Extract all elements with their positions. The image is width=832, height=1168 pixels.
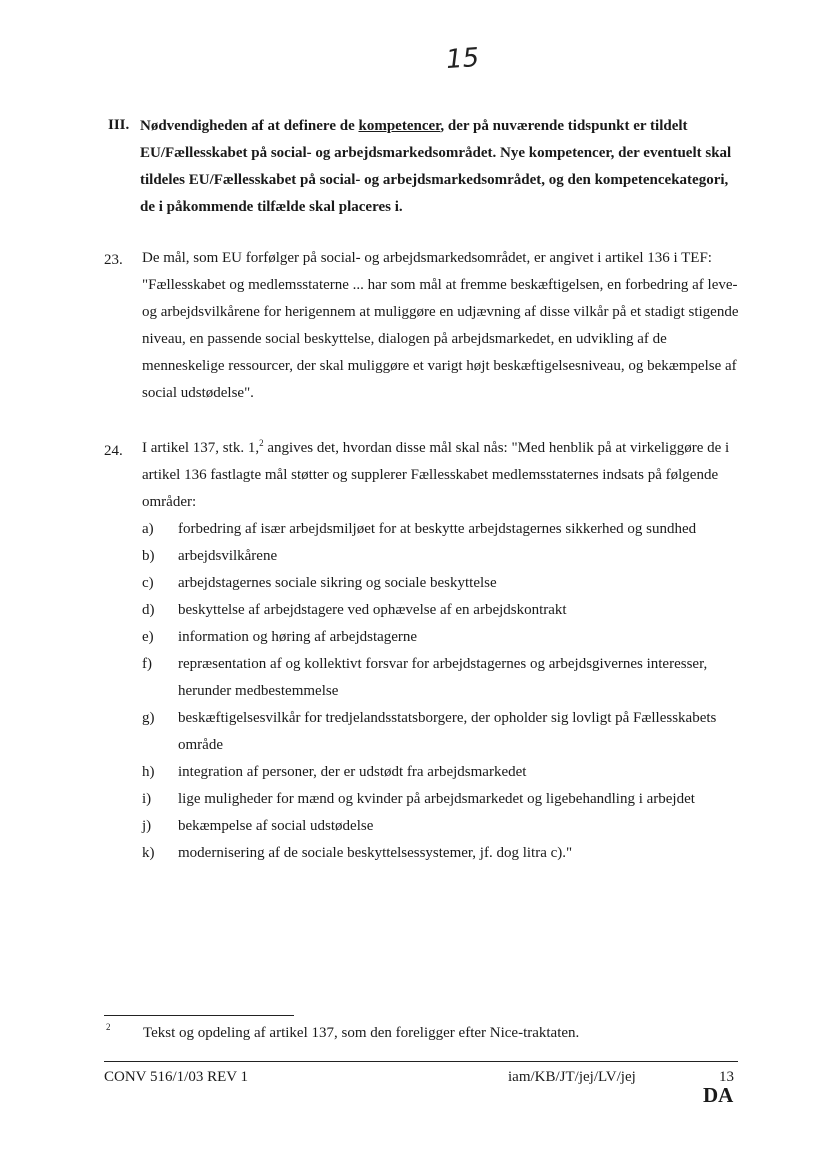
paragraph-24-number: 24. [104, 443, 123, 459]
list-item-text: arbejdsvilkårene [178, 548, 278, 564]
footnote-reference: 2 [259, 438, 264, 448]
list-item [142, 840, 742, 867]
list-item-text: forbedring af især arbejdsmiljøet for at beskytte arbejdstagernes sikkerhed og sundhed [178, 521, 697, 537]
footnote-mark: 2 [106, 1022, 111, 1032]
list-item-label: j) [142, 818, 152, 834]
list-item [142, 759, 742, 786]
area-list [142, 516, 742, 867]
list-item [142, 570, 742, 597]
list-item-label: b) [142, 548, 155, 564]
list-item [142, 705, 742, 759]
list-item-label: h) [142, 764, 155, 780]
handwritten-page-number: 15 [444, 42, 481, 76]
section-heading [140, 113, 740, 221]
section-heading-underlined: kompetencer [358, 118, 441, 134]
list-item-label: k) [142, 845, 155, 861]
list-item-text: arbejdstagernes sociale sikring og sociale beskyttelse [178, 575, 497, 591]
list-item-text: information og høring af arbejdstagerne [178, 629, 418, 645]
list-item-text: repræsentation af og kollektivt forsvar for arbejdstagernes og arbejdsgivernes interesser, herunder medbestemmelse [178, 656, 708, 699]
paragraph-23-text: De mål, som EU forfølger på social- og arbejdsmarkedsområdet, er angivet i artikel 136 i TEF: "Fællesskabet og medlemsstaterne ... har som mål at fremme beskæftigelsen, en forbedring af leve- og arbejdsvilkårene for herigennem at muliggøre en udjævning af disse vilkår på et stadigt stigende niveau, en passende social beskyttelse, dialogen på arbejdsmarkedet, en udvikling af de menneskelige ressourcer, der skal muliggøre et varigt højt beskæftigelsesniveau, og bekæmpelse af social udstødelse". [142, 250, 739, 401]
list-item-text: integration af personer, der er udstødt fra arbejdsmarkedet [178, 764, 527, 780]
list-item-label: e) [142, 629, 154, 645]
list-item-text: beskæftigelsesvilkår for tredjelandsstatsborgere, der opholder sig lovligt på Fællesskabets område [178, 710, 717, 753]
list-item-text: beskyttelse af arbejdstagere ved ophævelse af en arbejdskontrakt [178, 602, 567, 618]
footer-page-number: 13 [719, 1069, 734, 1085]
footer-document-reference: CONV 516/1/03 REV 1 [104, 1069, 249, 1085]
list-item-label: a) [142, 521, 154, 537]
footnote-divider [104, 1015, 294, 1016]
paragraph-24-start: I artikel 137, stk. 1, [142, 440, 260, 456]
list-item [142, 624, 742, 651]
list-item [142, 516, 742, 543]
list-item-text: lige muligheder for mænd og kvinder på arbejdsmarkedet og ligebehandling i arbejdet [178, 791, 695, 807]
footer-initials: iam/KB/JT/jej/LV/jej [508, 1069, 636, 1085]
footer-divider [104, 1061, 738, 1062]
list-item [142, 813, 742, 840]
list-item-label: g) [142, 710, 155, 726]
section-heading-end: , der på nuværende tidspunkt er tildelt EU/Fællesskabet på social- og arbejdsmarkedsområdet. Nye kompetencer, der eventuelt skal tildeles EU/Fællesskabet på social- og arbejdsmarkedsområdet, og den kompetencekategori, de i påkommende tilfælde skal placeres i. [140, 118, 732, 215]
section-number: III. [108, 117, 130, 133]
list-item-label: i) [142, 791, 152, 807]
footnote-text: Tekst og opdeling af artikel 137, som den foreligger efter Nice-traktaten. [143, 1025, 580, 1041]
paragraph-23-number: 23. [104, 252, 123, 268]
footer-language-code: DA [703, 1083, 734, 1107]
section-heading-start: Nødvendigheden af at definere de [140, 118, 359, 134]
list-item [142, 786, 742, 813]
list-item [142, 597, 742, 624]
paragraph-24-text [142, 435, 742, 516]
paragraph-24-end: angives det, hvordan disse mål skal nås: "Med henblik på at virkeliggøre de i artikel 136 fastlagte mål støtter og supplerer Fællesskabet medlemsstaternes indsats på følgende områder: [142, 440, 730, 510]
list-item-text: modernisering af de sociale beskyttelsessystemer, jf. dog litra c)." [178, 845, 573, 861]
list-item-text: bekæmpelse af social udstødelse [178, 818, 374, 834]
list-item [142, 651, 742, 705]
list-item [142, 543, 742, 570]
list-item-label: c) [142, 575, 154, 591]
list-item-label: d) [142, 602, 155, 618]
list-item-label: f) [142, 656, 152, 672]
